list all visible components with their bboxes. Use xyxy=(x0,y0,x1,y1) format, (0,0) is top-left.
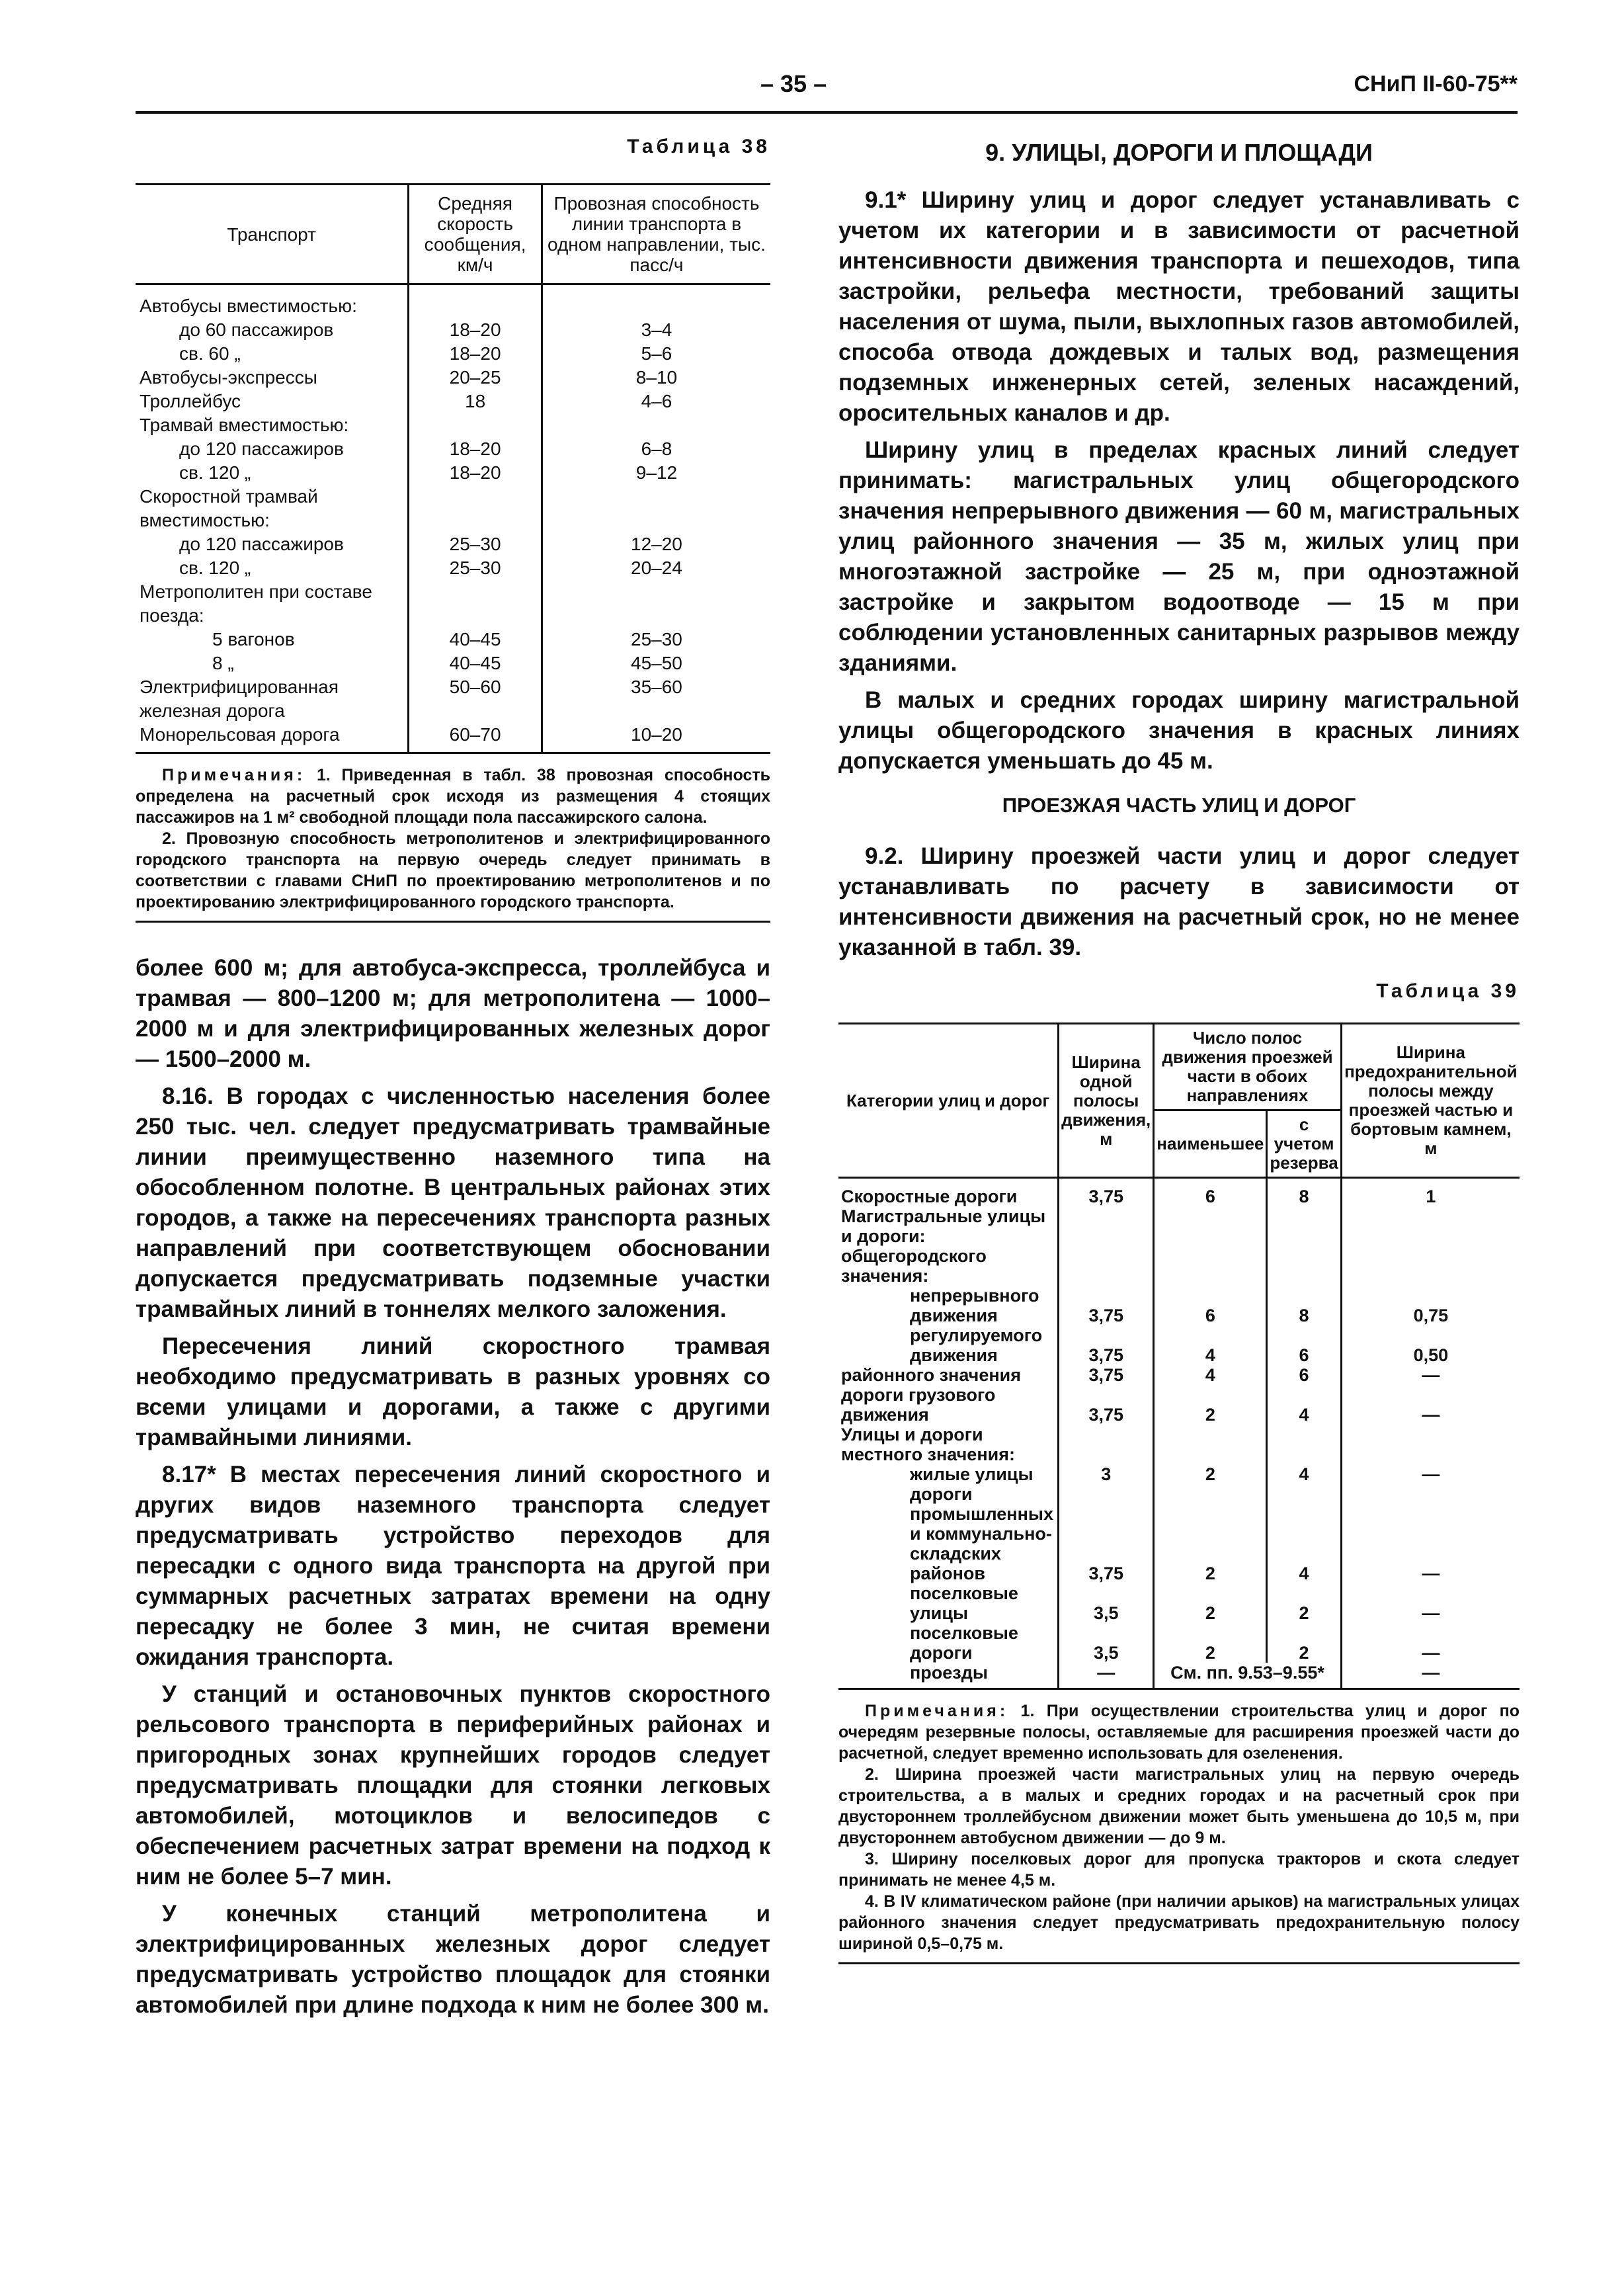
lanes-reserve-cell: 6 xyxy=(1267,1325,1341,1365)
transport-cell: Троллейбус xyxy=(140,391,241,411)
table-39-row xyxy=(838,1325,1520,1365)
table-38-caption: Таблица 38 xyxy=(627,136,770,157)
lanes-min-cell: 2 xyxy=(1154,1623,1267,1663)
speed-cell xyxy=(409,284,542,319)
lane-width-cell: 3 xyxy=(1059,1464,1154,1484)
safety-strip-cell: — xyxy=(1341,1663,1520,1689)
lanes-reserve-cell xyxy=(1267,1425,1341,1464)
right-column xyxy=(838,139,1520,1964)
transport-cell: 5 вагонов xyxy=(212,629,295,649)
capacity-cell xyxy=(542,413,770,437)
speed-cell: 25–30 xyxy=(409,532,542,556)
table-38-note-1: 1. Приведенная в табл. 38 провозная способность определена на расчетный срок исходя из размещения 4 стоящих пассажиров на 1 м² свободной площади пола пассажирского салона. xyxy=(136,766,770,827)
table-39-row xyxy=(838,1464,1520,1484)
page-header xyxy=(136,65,1518,114)
safety-strip-cell: 0,75 xyxy=(1341,1286,1520,1325)
table-39-note-3: 3. Ширину поселковых дорог для пропуска тракторов и скота следует принимать не менее 4,5 м. xyxy=(838,1850,1520,1890)
category-cell: дороги грузового движения xyxy=(841,1385,996,1425)
header-speed: Средняя скорость сообщения, км/ч xyxy=(409,185,542,284)
table-38-row xyxy=(136,675,770,723)
paragraph-9-1: 9.1* Ширину улиц и дорог следует устанавливать с учетом их категории и в зависимости от расчетной интенсивности движения транспорта и пешеходов, типа застройки, рельефа местности, требований защиты населения от шума, пыли, выхлопных газов автомобилей, способа отвода дождевых и талых вод, размещения подземных инженерных сетей, зеленых насаждений, оросительных каналов и др. xyxy=(838,187,1520,426)
table-38-row xyxy=(136,318,770,342)
speed-cell: 18–20 xyxy=(409,342,542,366)
table-39-row xyxy=(838,1365,1520,1385)
paragraph: У конечных станций метрополитена и электрифицированных железных дорог следует предусматривать устройство площадок для стоянки автомобилей при длине подхода к ним не более 300 м. xyxy=(136,1901,770,2018)
capacity-cell: 20–24 xyxy=(542,556,770,580)
transport-cell: Монорельсовая дорога xyxy=(136,723,409,753)
lanes-min-cell xyxy=(1154,1206,1267,1246)
lanes-min-cell: 2 xyxy=(1154,1484,1267,1583)
lane-width-cell xyxy=(1059,1425,1154,1464)
lane-width-cell: 3,5 xyxy=(1059,1583,1154,1623)
table-38-row xyxy=(136,437,770,461)
table-39-body xyxy=(838,1178,1520,1689)
category-cell: Магистральные улицы и дороги: xyxy=(841,1206,1046,1246)
safety-strip-cell: 1 xyxy=(1341,1178,1520,1207)
category-cell: поселковые улицы xyxy=(910,1583,1018,1623)
header-lanes: Число полос движения проезжей части в обоих направлениях xyxy=(1154,1024,1341,1110)
lanes-reserve-cell xyxy=(1267,1246,1341,1286)
header-capacity: Провозная способность линии транспорта в одном направлении, тыс. пасс/ч xyxy=(542,185,770,284)
header-transport: Транспорт xyxy=(136,185,409,284)
section-title: 9. УЛИЦЫ, ДОРОГИ И ПЛОЩАДИ xyxy=(985,139,1373,166)
table-39-row xyxy=(838,1246,1520,1286)
lanes-min-cell: 2 xyxy=(1154,1464,1267,1484)
safety-strip-cell: — xyxy=(1341,1484,1520,1583)
left-column xyxy=(136,136,770,2021)
capacity-cell: 5–6 xyxy=(542,342,770,366)
safety-strip-cell: 0,50 xyxy=(1341,1325,1520,1365)
capacity-cell: 6–8 xyxy=(542,437,770,461)
transport-cell: св. 60 „ xyxy=(179,343,241,364)
transport-cell: Скоростной трамвай вместимостью: xyxy=(140,486,318,530)
lanes-min-cell: 2 xyxy=(1154,1583,1267,1623)
capacity-cell xyxy=(542,580,770,628)
transport-cell: до 120 пассажиров xyxy=(179,438,344,459)
speed-cell: 20–25 xyxy=(409,366,542,390)
subsection-title: ПРОЕЗЖАЯ ЧАСТЬ УЛИЦ И ДОРОГ xyxy=(1002,794,1356,817)
table-38-row xyxy=(136,461,770,485)
category-cell: дороги промышленных и коммунально-складских районов xyxy=(910,1484,1053,1583)
table-38-body xyxy=(136,284,770,753)
lanes-reserve-cell: 4 xyxy=(1267,1484,1341,1583)
safety-strip-cell xyxy=(1341,1206,1520,1246)
capacity-cell: 4–6 xyxy=(542,390,770,413)
transport-cell: Автобусы вместимостью: xyxy=(140,296,357,316)
notes-label: Примечания: xyxy=(865,1702,1009,1720)
table-39-row xyxy=(838,1663,1520,1689)
table-38-row xyxy=(136,580,770,628)
paragraph-8-16: 8.16. В городах с численностью населения более 250 тыс. чел. следует предусматривать трамвайные линии преимущественно наземного типа на обособленном полотне. В центральных районах этих городов, а также на пересечениях транспорта разных направлений при соответствующем обосновании допускается предусматривать подземные участки трамвайных линий в тоннелях мелкого заложения. xyxy=(136,1083,770,1322)
capacity-cell: 8–10 xyxy=(542,366,770,390)
category-cell: поселковые дороги xyxy=(910,1623,1018,1663)
transport-cell: св. 120 „ xyxy=(179,462,251,483)
transport-cell: Автобусы-экспрессы xyxy=(140,367,317,388)
lanes-min-cell: 6 xyxy=(1154,1286,1267,1325)
paragraph-8-17: 8.17* В местах пересечения линий скоростного и других видов наземного транспорта следует предусматривать устройство переходов для пересадки с одного вида транспорта на другой при суммарных расчетных затратах времени на одну пересадку не более 3 мин, не считая времени ожидания транспорта. xyxy=(136,1462,770,1670)
speed-cell: 18 xyxy=(409,390,542,413)
table-39-row xyxy=(838,1286,1520,1325)
category-cell: Скоростные дороги xyxy=(841,1187,1018,1206)
speed-cell: 50–60 xyxy=(409,675,542,723)
category-cell: жилые улицы xyxy=(910,1464,1034,1484)
capacity-cell: 25–30 xyxy=(542,628,770,651)
table-39-row xyxy=(838,1206,1520,1246)
lane-width-cell: 3,75 xyxy=(1059,1365,1154,1385)
header-safety-strip: Ширина предохранительной полосы между проезжей частью и бортовым камнем, м xyxy=(1341,1024,1520,1178)
table-38-row xyxy=(136,628,770,651)
lanes-min-cell: 4 xyxy=(1154,1365,1267,1385)
transport-cell: Трамвай вместимостью: xyxy=(140,415,349,435)
lanes-min-cell: 2 xyxy=(1154,1385,1267,1425)
table-39-note-4: 4. В IV климатическом районе (при наличии арыков) на магистральных улицах районного значения следует предусматривать предохранительную полосу шириной 0,5–0,75 м. xyxy=(838,1892,1520,1953)
right-body-text-2 xyxy=(838,841,1520,963)
paragraph-9-2: 9.2. Ширину проезжей части улиц и дорог следует устанавливать по расчету в зависимости от интенсивности движения на расчетный срок, но не менее указанной в табл. 39. xyxy=(838,843,1520,960)
speed-cell: 25–30 xyxy=(409,556,542,580)
page-number: – 35 – xyxy=(760,70,827,97)
paragraph: Ширину улиц в пределах красных линий следует принимать: магистральных улиц общегородского значения непрерывного движения — 60 м, магистральных улиц районного значения — 35 м, жилых улиц при многоэтажной застройке — 25 м, при одноэтажной застройке и закрытом водоотводе — 15 м при соблюдении установленных санитарных разрывов между зданиями. xyxy=(838,437,1520,676)
table-39-row xyxy=(838,1178,1520,1207)
capacity-cell: 10–20 xyxy=(542,723,770,753)
category-cell: общегородского значения: xyxy=(841,1246,987,1286)
transport-cell: Метрополитен при составе поезда: xyxy=(140,581,372,626)
table-39-row xyxy=(838,1385,1520,1425)
table-38-row xyxy=(136,651,770,675)
table-38-row xyxy=(136,284,770,319)
header-category: Категории улиц и дорог xyxy=(838,1024,1059,1178)
document-code: СНиП II-60-75** xyxy=(1354,71,1518,97)
divider xyxy=(838,1962,1520,1964)
speed-cell: 18–20 xyxy=(409,437,542,461)
speed-cell xyxy=(409,485,542,532)
header-lanes-min: наименьшее xyxy=(1154,1110,1267,1178)
lanes-cell: См. пп. 9.53–9.55* xyxy=(1154,1663,1341,1689)
speed-cell xyxy=(409,413,542,437)
lanes-reserve-cell: 2 xyxy=(1267,1583,1341,1623)
lanes-min-cell xyxy=(1154,1425,1267,1464)
lanes-reserve-cell: 4 xyxy=(1267,1385,1341,1425)
safety-strip-cell: — xyxy=(1341,1464,1520,1484)
table-39-row xyxy=(838,1425,1520,1464)
safety-strip-cell: — xyxy=(1341,1623,1520,1663)
table-38-note-2: 2. Провозную способность метрополитенов и электрифицированного городского транспорта на первую очередь следует принимать в соответствии с главами СНиП по проектированию метрополитенов и по проектированию электрифицированного городского транспорта. xyxy=(136,829,770,911)
lanes-min-cell xyxy=(1154,1246,1267,1286)
header-lanes-reserve: с учетом резерва xyxy=(1267,1110,1341,1178)
transport-cell: св. 120 „ xyxy=(179,558,251,578)
category-cell: проезды xyxy=(838,1663,1059,1689)
lane-width-cell xyxy=(1059,1206,1154,1246)
speed-cell: 18–20 xyxy=(409,318,542,342)
table-39-note-2: 2. Ширина проезжей части магистральных улиц на первую очередь строительства, а в малых и средних городах и на расчетный срок при двустороннем троллейбусном движении может быть уменьшена до 10,5 м, при двустороннем автобусном движении — до 9 м. xyxy=(838,1765,1520,1847)
category-cell: непрерывного движения xyxy=(910,1286,1039,1325)
lanes-reserve-cell: 2 xyxy=(1267,1623,1341,1663)
notes-label: Примечания: xyxy=(162,766,306,784)
divider xyxy=(136,921,770,923)
lanes-reserve-cell: 6 xyxy=(1267,1365,1341,1385)
table-38 xyxy=(136,183,770,754)
lanes-reserve-cell: 8 xyxy=(1267,1178,1341,1207)
lane-width-cell: 3,75 xyxy=(1059,1325,1154,1365)
lanes-reserve-cell xyxy=(1267,1206,1341,1246)
table-38-row xyxy=(136,342,770,366)
lanes-min-cell: 6 xyxy=(1154,1178,1267,1207)
capacity-cell: 9–12 xyxy=(542,461,770,485)
lane-width-cell xyxy=(1059,1246,1154,1286)
category-cell: Улицы и дороги местного значения: xyxy=(841,1425,1015,1464)
table-38-header-row xyxy=(136,185,770,284)
capacity-cell: 45–50 xyxy=(542,651,770,675)
category-cell: районного значения xyxy=(841,1365,1022,1385)
capacity-cell xyxy=(542,485,770,532)
lane-width-cell: 3,75 xyxy=(1059,1385,1154,1425)
category-cell: регулируемого движения xyxy=(910,1325,1043,1365)
safety-strip-cell: — xyxy=(1341,1365,1520,1385)
safety-strip-cell: — xyxy=(1341,1385,1520,1425)
table-39-row xyxy=(838,1583,1520,1623)
table-38-row xyxy=(136,390,770,413)
transport-cell: до 120 пассажиров xyxy=(179,534,344,554)
paragraph: более 600 м; для автобуса-экспресса, троллейбуса и трамвая — 800–1200 м; для метрополитена — 1000–2000 м и для электрифицированных железных дорог — 1500–2000 м. xyxy=(136,955,770,1072)
speed-cell: 40–45 xyxy=(409,651,542,675)
paragraph: В малых и средних городах ширину магистральной улицы общегородского значения в красных линиях допускается уменьшать до 45 м. xyxy=(838,687,1520,774)
lane-width-cell: 3,5 xyxy=(1059,1623,1154,1663)
paragraph: Пересечения линий скоростного трамвая необходимо предусматривать в разных уровнях со всеми улицами и дорогами, а также с другими трамвайными линиями. xyxy=(136,1333,770,1450)
speed-cell xyxy=(409,580,542,628)
table-38-notes xyxy=(136,765,770,913)
speed-cell: 18–20 xyxy=(409,461,542,485)
lane-width-cell: 3,75 xyxy=(1059,1484,1154,1583)
safety-strip-cell xyxy=(1341,1425,1520,1464)
lanes-min-cell: 4 xyxy=(1154,1325,1267,1365)
table-39-caption: Таблица 39 xyxy=(1376,980,1520,1002)
lane-width-cell: 3,75 xyxy=(1059,1178,1154,1207)
table-38-row xyxy=(136,485,770,532)
table-38-row xyxy=(136,366,770,390)
safety-strip-cell xyxy=(1341,1246,1520,1286)
table-38-row xyxy=(136,413,770,437)
capacity-cell xyxy=(542,284,770,319)
transport-cell: до 60 пассажиров xyxy=(179,319,334,340)
table-39-notes xyxy=(838,1700,1520,1954)
table-39-header-row xyxy=(838,1024,1520,1110)
right-body-text xyxy=(838,185,1520,776)
left-body-text xyxy=(136,953,770,2021)
lanes-reserve-cell: 8 xyxy=(1267,1286,1341,1325)
lanes-reserve-cell: 4 xyxy=(1267,1464,1341,1484)
table-39-note-1: 1. При осуществлении строительства улиц и дорог по очередям резервные полосы, оставляемые для расширения проезжей части до расчетной, следует временно использовать для озеленения. xyxy=(838,1702,1520,1763)
speed-cell: 40–45 xyxy=(409,628,542,651)
capacity-cell: 35–60 xyxy=(542,675,770,723)
table-39-row xyxy=(838,1484,1520,1583)
table-38-row xyxy=(136,723,770,753)
table-39 xyxy=(838,1022,1520,1690)
lane-width-cell: — xyxy=(1059,1663,1154,1689)
paragraph: У станций и остановочных пунктов скоростного рельсового транспорта в периферийных районах и пригородных зонах крупнейших городов следует предусматривать площадки для стоянки легковых автомобилей, мотоциклов и велосипедов с обеспечением расчетных затрат времени на подход к ним не более 5–7 мин. xyxy=(136,1681,770,1890)
transport-cell: 8 „ xyxy=(212,653,234,673)
header-lane-width: Ширина одной полосы движения, м xyxy=(1059,1024,1154,1178)
transport-cell: Электрифицированная железная дорога xyxy=(140,677,339,721)
capacity-cell: 12–20 xyxy=(542,532,770,556)
capacity-cell: 3–4 xyxy=(542,318,770,342)
table-38-row xyxy=(136,532,770,556)
lane-width-cell: 3,75 xyxy=(1059,1286,1154,1325)
table-39-row xyxy=(838,1623,1520,1663)
table-38-row xyxy=(136,556,770,580)
safety-strip-cell: — xyxy=(1341,1583,1520,1623)
speed-cell: 60–70 xyxy=(409,723,542,753)
